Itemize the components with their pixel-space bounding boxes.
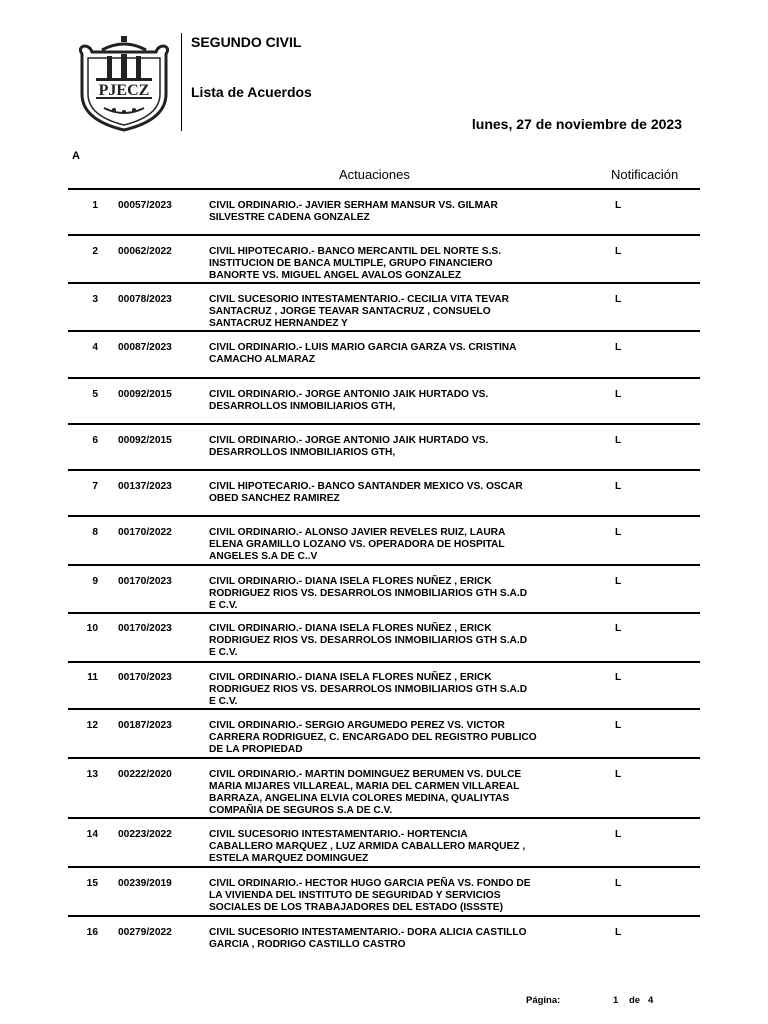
court-name: SEGUNDO CIVIL (191, 34, 302, 50)
case-number: 00062/2022 (118, 246, 172, 257)
header-divider (181, 33, 182, 131)
case-number: 00222/2020 (118, 769, 172, 780)
case-description: CIVIL ORDINARIO.- HECTOR HUGO GARCIA PEÑA VS. FONDO DE LA VIVIENDA DEL INSTITUTO DE SEGURIDAD Y SERVICIOS SOCIALES DE LOS TRABAJADORES DEL ESTADO (ISSSTE) (209, 878, 531, 913)
row-number: 3 (92, 294, 98, 305)
case-number: 00137/2023 (118, 481, 172, 492)
svg-text:PJECZ: PJECZ (98, 82, 150, 99)
case-description: CIVIL SUCESORIO INTESTAMENTARIO.- HORTENCIA CABALLERO MARQUEZ , LUZ ARMIDA CABALLERO MARQUEZ , ESTELA MARQUEZ DOMINGUEZ (209, 829, 526, 864)
case-description: CIVIL SUCESORIO INTESTAMENTARIO.- DORA ALICIA CASTILLO GARCIA , RODRIGO CASTILLO CASTRO (209, 927, 527, 950)
notification-type: L (615, 623, 622, 634)
case-number: 00078/2023 (118, 294, 172, 305)
notification-type: L (615, 389, 622, 400)
case-description: CIVIL ORDINARIO.- MARTIN DOMINGUEZ BERUMEN VS. DULCE MARIA MIJARES VILLAREAL, MARIA DEL CARMEN VILLAREAL BARRAZA, ANGELINA ELVIA COLORES MEDINA, QUALIYTAS COMPAÑIA DE SEGUROS S.A DE C.V. (209, 769, 522, 816)
row-number: 4 (92, 342, 98, 353)
row-divider (68, 469, 700, 471)
notification-type: L (615, 672, 622, 683)
row-number: 8 (92, 527, 98, 538)
page-of: de (629, 995, 641, 1006)
row-number: 10 (86, 623, 98, 634)
row-number: 13 (86, 769, 98, 780)
case-description: CIVIL HIPOTECARIO.- BANCO MERCANTIL DEL NORTE S.S. INSTITUCION DE BANCA MULTIPLE, GRUPO FINANCIERO BANORTE VS. MIGUEL ANGEL AVALOS GONZALEZ (209, 246, 502, 281)
row-number: 6 (92, 435, 98, 446)
notification-type: L (615, 829, 622, 840)
row-number: 1 (92, 200, 98, 211)
case-number: 00092/2015 (118, 435, 172, 446)
case-number: 00170/2023 (118, 672, 172, 683)
page-total: 4 (648, 995, 654, 1006)
page-label: Página: (526, 995, 561, 1006)
row-divider (68, 612, 700, 614)
row-divider (68, 915, 700, 917)
pjecz-seal-icon (74, 32, 174, 132)
row-divider (68, 377, 700, 379)
row-number: 7 (92, 481, 98, 492)
row-divider (68, 330, 700, 332)
case-description: CIVIL ORDINARIO.- DIANA ISELA FLORES NUÑEZ , ERICK RODRIGUEZ RIOS VS. DESARROLOS INMOBILIARIOS GTH S.A.D E C.V. (209, 672, 528, 707)
notification-type: L (615, 246, 622, 257)
case-description: CIVIL SUCESORIO INTESTAMENTARIO.- CECILIA VITA TEVAR SANTACRUZ , JORGE TEAVAR SANTACRUZ , CONSUELO SANTACRUZ HERNANDEZ Y (209, 294, 509, 329)
case-number: 00170/2022 (118, 527, 172, 538)
case-number: 00187/2023 (118, 720, 172, 731)
row-divider (68, 515, 700, 517)
case-description: CIVIL ORDINARIO.- LUIS MARIO GARCIA GARZA VS. CRISTINA CAMACHO ALMARAZ (209, 342, 517, 365)
page-current: 1 (613, 995, 619, 1006)
case-description: CIVIL HIPOTECARIO.- BANCO SANTANDER MEXICO VS. OSCAR OBED SANCHEZ RAMIREZ (209, 481, 523, 504)
row-divider (68, 282, 700, 284)
notification-type: L (615, 294, 622, 305)
case-description: CIVIL ORDINARIO.- JAVIER SERHAM MANSUR VS. GILMAR SILVESTRE CADENA GONZALEZ (209, 200, 498, 223)
pjecz-logo (74, 32, 174, 132)
row-number: 16 (86, 927, 98, 938)
list-date: lunes, 27 de noviembre de 2023 (471, 116, 682, 132)
notification-type: L (615, 342, 622, 353)
case-number: 00057/2023 (118, 200, 172, 211)
row-number: 15 (86, 878, 98, 889)
case-number: 00279/2022 (118, 927, 172, 938)
row-number: 9 (92, 576, 98, 587)
case-number: 00087/2023 (118, 342, 172, 353)
row-divider (68, 757, 700, 759)
case-description: CIVIL ORDINARIO.- DIANA ISELA FLORES NUÑEZ , ERICK RODRIGUEZ RIOS VS. DESARROLOS INMOBILIARIOS GTH S.A.D E C.V. (209, 623, 528, 658)
case-description: CIVIL ORDINARIO.- JORGE ANTONIO JAIK HURTADO VS. DESARROLLOS INMOBILIARIOS GTH, (209, 389, 489, 412)
column-header-notificacion: Notificación (611, 167, 679, 182)
list-title: Lista de Acuerdos (191, 84, 312, 100)
notification-type: L (615, 927, 622, 938)
row-number: 14 (86, 829, 98, 840)
column-header-actuaciones: Actuaciones (339, 167, 410, 182)
row-number: 5 (92, 389, 98, 400)
row-divider (68, 423, 700, 425)
row-number: 11 (87, 672, 98, 683)
case-description: CIVIL ORDINARIO.- DIANA ISELA FLORES NUÑEZ , ERICK RODRIGUEZ RIOS VS. DESARROLOS INMOBILIARIOS GTH S.A.D E C.V. (209, 576, 528, 611)
notification-type: L (615, 769, 622, 780)
notification-type: L (615, 720, 622, 731)
row-divider (68, 661, 700, 663)
case-description: CIVIL ORDINARIO.- ALONSO JAVIER REVELES RUIZ, LAURA ELENA GRAMILLO LOZANO VS. OPERADORA DE HOSPITAL ANGELES S.A DE C..V (209, 527, 506, 562)
row-divider (68, 188, 700, 190)
notification-type: L (615, 878, 622, 889)
case-number: 00170/2023 (118, 623, 172, 634)
row-number: 12 (86, 720, 98, 731)
row-divider (68, 817, 700, 819)
notification-type: L (615, 481, 622, 492)
notification-type: L (615, 576, 622, 587)
section-letter: A (72, 150, 80, 162)
case-description: CIVIL ORDINARIO.- SERGIO ARGUMEDO PEREZ VS. VICTOR CARRERA RODRIGUEZ, C. ENCARGADO DEL REGISTRO PUBLICO DE LA PROPIEDAD (209, 720, 537, 755)
notification-type: L (615, 435, 622, 446)
case-number: 00170/2023 (118, 576, 172, 587)
notification-type: L (615, 200, 622, 211)
case-number: 00223/2022 (118, 829, 172, 840)
row-divider (68, 234, 700, 236)
notification-type: L (615, 527, 622, 538)
row-divider (68, 564, 700, 566)
row-divider (68, 708, 700, 710)
case-number: 00092/2015 (118, 389, 172, 400)
row-divider (68, 866, 700, 868)
row-number: 2 (92, 246, 98, 257)
case-description: CIVIL ORDINARIO.- JORGE ANTONIO JAIK HURTADO VS. DESARROLLOS INMOBILIARIOS GTH, (209, 435, 489, 458)
case-number: 00239/2019 (118, 878, 172, 889)
